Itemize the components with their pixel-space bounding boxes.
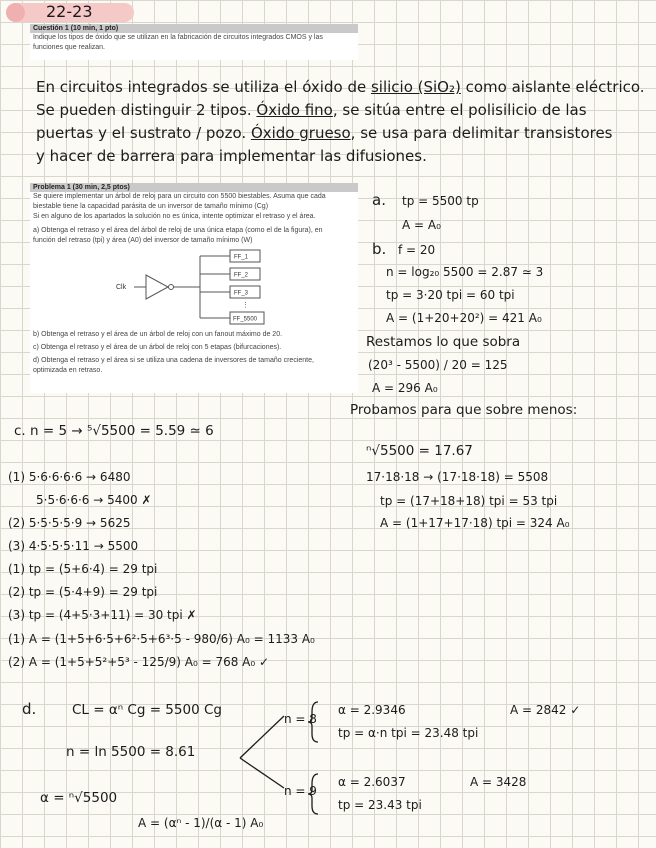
b-resta-calc: (20³ - 5500) / 20 = 125: [368, 358, 508, 372]
c-line-3: (2) 5·5·5·5·9 → 5625: [8, 516, 131, 530]
c-line-5: (1) tp = (5+6·4) = 29 tpi: [8, 562, 158, 576]
a-area: A = A₀: [402, 218, 441, 232]
b-combo: 17·18·18 → (17·18·18) = 5508: [366, 470, 549, 484]
d-n: n = ln 5500 = 8.61: [66, 744, 196, 760]
problem-qd-1: d) Obtenga el retraso y el área si se utiliza una cadena de inversores de tamaño creciente,: [33, 357, 314, 364]
c-line-7: (3) tp = (4+5·3+11) = 30 tpi ✗: [8, 608, 197, 622]
b-label: b.: [372, 240, 387, 258]
d-cl: CL = αⁿ Cg = 5500 Cg: [72, 702, 222, 718]
header-dot: [6, 3, 25, 22]
question-heading: Cuestión 1 (10 min, 1 pto): [30, 24, 358, 33]
b-stages: n = log₂₀ 5500 = 2.87 ≃ 3: [386, 265, 544, 279]
problem-qb: b) Obtenga el retraso y el área de un árbol de reloj con un fanout máximo de 20.: [33, 331, 283, 338]
clk-label: Clk: [116, 284, 127, 291]
b-root: ⁿ√5500 = 17.67: [366, 443, 473, 459]
b-probamos: Probamos para que sobre menos:: [350, 402, 578, 418]
d-n9-area: A = 3428: [470, 775, 527, 789]
question-text-1: Indique los tipos de óxido que se utilizan en la fabricación de circuitos integrados CMOS y las: [33, 34, 323, 41]
problem-qa-1: a) Obtenga el retraso y el área del árbol de reloj de una única etapa (como el de la figura), en: [33, 227, 323, 234]
answer1-line4: y hacer de barrera para implementar las difusiones.: [36, 147, 427, 165]
problem-intro-3: Si en alguno de los apartados la solución no es única, intente optimizar el retraso y el área.: [33, 213, 316, 220]
problem-heading: Problema 1 (30 min, 2,5 ptos): [30, 183, 358, 192]
inverter-symbol: [146, 275, 168, 299]
b-resta-area: A = 296 A₀: [372, 381, 438, 395]
ff-dots: ⋮: [242, 302, 249, 309]
ff-label-3: FF_3: [234, 290, 249, 297]
answer1-line2: Se pueden distinguir 2 tipos. Óxido fino, se sitúa entre el polisilicio de las: [36, 101, 587, 119]
ff-label-2: FF_2: [234, 272, 249, 279]
ff-label-5500: FF_5500: [233, 316, 258, 323]
b-area: A = (1+20+20²) = 421 A₀: [386, 311, 542, 325]
b-combo-area: A = (1+17+17·18) tpi = 324 A₀: [380, 516, 570, 530]
a-tp: tp = 5500 tp: [402, 194, 479, 208]
c-line-6: (2) tp = (5·4+9) = 29 tpi: [8, 585, 158, 599]
problem-qa-2: función del retraso (tpi) y área (A0) del inversor de tamaño mínimo (W): [33, 237, 253, 244]
b-combo-tp: tp = (17+18+18) tpi = 53 tpi: [380, 494, 558, 508]
d-n9-alpha: α = 2.6037: [338, 775, 406, 789]
c-line-8: (1) A = (1+5+6·5+6²·5+6³·5 - 980/6) A₀ = 1133 A₀: [8, 632, 315, 646]
d-n8-alpha: α = 2.9346: [338, 703, 406, 717]
d-n8-tp: tp = α·n tpi = 23.48 tpi: [338, 726, 479, 740]
answer1-line1: En circuitos integrados se utiliza el óxido de silicio (SiO₂) como aislante eléctrico.: [36, 78, 645, 96]
d-label: d.: [22, 700, 37, 718]
d-alpha: α = ⁿ√5500: [40, 790, 118, 806]
answer1-line3: puertas y el sustrato / pozo. Óxido grueso, se usa para delimitar transistores: [36, 124, 613, 142]
b-restamos: Restamos lo que sobra: [366, 334, 521, 350]
problem-qd-2: optimizada en retraso.: [33, 367, 103, 374]
question-box: [30, 24, 358, 60]
clock-tree-diagram: [30, 246, 358, 328]
d-n8-label: n = 8: [284, 712, 317, 726]
problem-qc: c) Obtenga el retraso y el área de un árbol de reloj con 5 etapas (bifurcaciones).: [33, 344, 282, 351]
c-line-1: (1) 5·6·6·6·6 → 6480: [8, 470, 131, 484]
problem-intro-1: Se quiere implementar un árbol de reloj para un circuito con 5500 biestables. Asuma que cada: [33, 193, 326, 200]
ff-label-1: FF_1: [234, 254, 249, 261]
c-line-4: (3) 4·5·5·5·11 → 5500: [8, 539, 139, 553]
a-label: a.: [372, 191, 386, 209]
problem-box: [30, 183, 358, 393]
b-tp: tp = 3·20 tpi = 60 tpi: [386, 288, 515, 302]
b-fanout: f = 20: [398, 243, 436, 257]
d-n9-tp: tp = 23.43 tpi: [338, 798, 422, 812]
d-n8-area: A = 2842 ✓: [510, 703, 581, 717]
c-heading: c. n = 5 → ⁵√5500 = 5.59 ≃ 6: [14, 423, 214, 439]
question-text-2: funciones que realizan.: [33, 44, 105, 51]
c-line-2: 5·5·6·6·6 → 5400 ✗: [36, 493, 152, 507]
d-n9-label: n = 9: [284, 784, 317, 798]
problem-intro-2: biestable tiene la capacidad parásita de un inversor de tamaño mínimo (Cg): [33, 203, 269, 210]
page-title: 22-23: [46, 2, 93, 21]
d-area-formula: A = (αⁿ - 1)/(α - 1) A₀: [138, 816, 264, 830]
c-line-9: (2) A = (1+5+5²+5³ - 125/9) A₀ = 768 A₀ ✓: [8, 655, 270, 669]
